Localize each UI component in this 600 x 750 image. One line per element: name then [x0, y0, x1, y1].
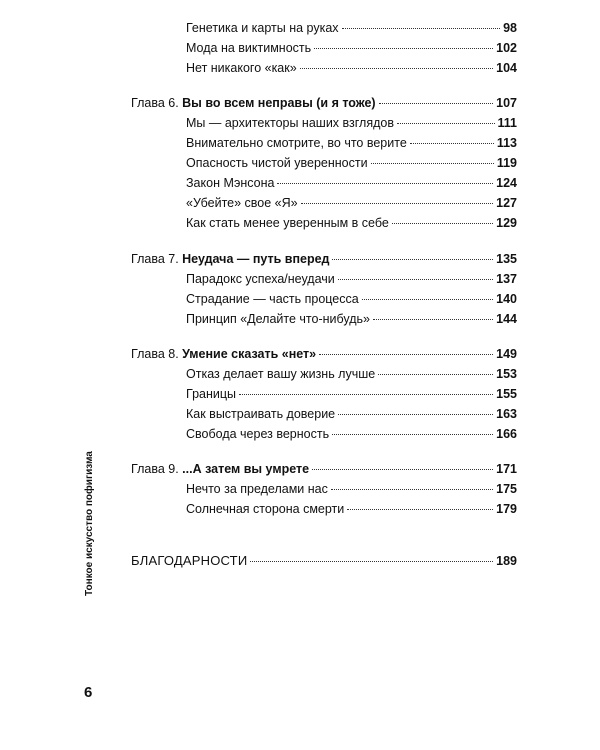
toc-entry-title: Принцип «Делайте что-нибудь»	[186, 312, 370, 326]
chapter-heading	[131, 461, 309, 477]
dot-leader	[300, 68, 493, 69]
chapter-page: 135	[496, 252, 517, 266]
toc-entry-title: Нет никакого «как»	[186, 61, 297, 75]
back-matter-title: БЛАГОДАРНОСТИ	[131, 553, 248, 568]
toc-entry[interactable]	[186, 115, 517, 131]
dot-leader	[362, 299, 493, 300]
toc-entry-page: 102	[496, 41, 517, 55]
toc-entry[interactable]	[186, 386, 517, 402]
toc-entry-page: 119	[496, 156, 517, 170]
toc-entry-title: Солнечная сторона смерти	[186, 502, 345, 516]
chapter-title: ...А затем вы умрете	[182, 462, 310, 476]
chapter-title: Вы во всем неправы (и я тоже)	[182, 96, 376, 110]
toc-entry[interactable]	[186, 135, 517, 151]
toc-entry-title: Опасность чистой уверенности	[186, 156, 368, 170]
toc-entry-page: 163	[496, 407, 517, 421]
dot-leader	[378, 374, 493, 375]
toc-entry[interactable]	[186, 481, 517, 497]
toc-entry-page: 153	[496, 367, 517, 381]
toc-entry[interactable]	[186, 501, 517, 517]
dot-leader	[338, 279, 493, 280]
dot-leader	[379, 103, 494, 104]
toc-entry-title: Мода на виктимность	[186, 41, 312, 55]
chapter-heading	[131, 95, 376, 111]
chapter-page: 107	[496, 96, 517, 110]
dot-leader	[371, 163, 494, 164]
toc-entry-page: 104	[496, 61, 517, 75]
toc-entry-title: Генетика и карты на руках	[186, 21, 339, 35]
toc-entry-title: Как выстраивать доверие	[186, 407, 336, 421]
dot-leader	[347, 509, 493, 510]
toc-entry-title: Внимательно смотрите, во что верите	[186, 136, 407, 150]
dot-leader	[277, 183, 493, 184]
chapter-number: Глава 6.	[131, 96, 179, 110]
chapter-page: 149	[496, 347, 517, 361]
toc-entry[interactable]	[186, 406, 517, 422]
toc-entry[interactable]	[186, 366, 517, 382]
back-matter-page: 189	[496, 554, 517, 568]
toc-entry-title: Парадокс успеха/неудачи	[186, 272, 335, 286]
chapter-title: Неудача — путь вперед	[182, 252, 330, 266]
dot-leader	[342, 28, 501, 29]
toc-entry[interactable]	[186, 195, 517, 211]
chapter-number: Глава 8.	[131, 347, 179, 361]
chapter-heading	[131, 346, 316, 362]
dot-leader	[312, 469, 493, 470]
toc-entry-page: 127	[496, 196, 517, 210]
toc-entry[interactable]	[186, 155, 517, 171]
toc-entry-page: 144	[496, 312, 517, 326]
toc-entry[interactable]	[186, 215, 517, 231]
dot-leader	[331, 489, 493, 490]
toc-back-matter[interactable]	[131, 553, 517, 569]
dot-leader	[373, 319, 493, 320]
toc-entry-title: Нечто за пределами нас	[186, 482, 328, 496]
toc-chapter-7[interactable]	[131, 251, 517, 267]
running-title: Тонкое искусство пофигизма	[84, 451, 95, 596]
toc-entry-page: 175	[496, 482, 517, 496]
toc-entry-page: 179	[496, 502, 517, 516]
toc-entry-page: 129	[496, 216, 517, 230]
toc-entry-title: Как стать менее уверенным в себе	[186, 216, 389, 230]
chapter-title: Умение сказать «нет»	[182, 347, 317, 361]
toc-entry-page: 111	[497, 116, 517, 130]
dot-leader	[301, 203, 494, 204]
dot-leader	[392, 223, 493, 224]
toc-entry-title: «Убейте» свое «Я»	[186, 196, 298, 210]
chapter-number: Глава 9.	[131, 462, 179, 476]
toc-entry-page: 124	[496, 176, 517, 190]
toc-entry-page: 155	[496, 387, 517, 401]
dot-leader	[319, 354, 493, 355]
toc-entry-page: 140	[496, 292, 517, 306]
chapter-number: Глава 7.	[131, 252, 179, 266]
toc-entry-page: 137	[496, 272, 517, 286]
page-number: 6	[84, 684, 93, 701]
toc-entry-title: Свобода через верность	[186, 427, 330, 441]
toc-entry[interactable]	[186, 271, 517, 287]
toc-entry-title: Закон Мэнсона	[186, 176, 275, 190]
dot-leader	[239, 394, 493, 395]
toc-entry[interactable]	[186, 40, 517, 56]
toc-chapter-6[interactable]	[131, 95, 517, 111]
dot-leader	[338, 414, 493, 415]
toc-entry[interactable]	[186, 426, 517, 442]
chapter-page: 171	[496, 462, 517, 476]
toc-entry[interactable]	[186, 291, 517, 307]
toc-chapter-8[interactable]	[131, 346, 517, 362]
toc-entry-page: 166	[496, 427, 517, 441]
dot-leader	[314, 48, 493, 49]
dot-leader	[332, 259, 493, 260]
dot-leader	[410, 143, 494, 144]
toc-entry-title: Границы	[186, 387, 236, 401]
toc-entry-title: Отказ делает вашу жизнь лучше	[186, 367, 376, 381]
dot-leader	[332, 434, 493, 435]
chapter-heading	[131, 251, 329, 267]
toc-entry-page: 98	[503, 21, 517, 35]
toc-entry[interactable]	[186, 175, 517, 191]
toc-entry[interactable]	[186, 311, 517, 327]
dot-leader	[397, 123, 495, 124]
dot-leader	[250, 561, 493, 562]
toc-entry-page: 113	[496, 136, 517, 150]
toc-chapter-9[interactable]	[131, 461, 517, 477]
toc-entry[interactable]	[186, 20, 517, 36]
toc-entry[interactable]	[186, 60, 517, 76]
toc-entry-title: Страдание — часть процесса	[186, 292, 359, 306]
toc-entry-title: Мы — архитекторы наших взглядов	[186, 116, 394, 130]
